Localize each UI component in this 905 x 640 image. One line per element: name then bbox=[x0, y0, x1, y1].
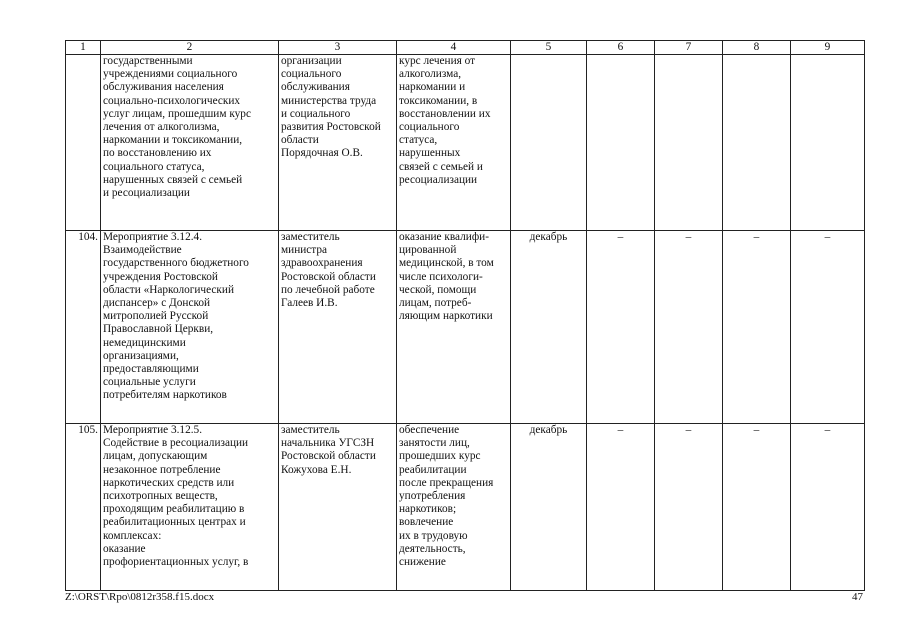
expected-result bbox=[397, 424, 511, 591]
page-number: 47 bbox=[852, 591, 863, 603]
expected-result bbox=[397, 55, 511, 231]
text-line: токсикомании, в bbox=[399, 94, 478, 107]
table-body bbox=[66, 41, 865, 591]
responsible-person bbox=[279, 231, 397, 424]
text-line: по лечебной работе bbox=[281, 283, 375, 296]
header-row bbox=[66, 41, 865, 55]
text-line: немедицинскими bbox=[103, 336, 186, 349]
text-line: Мероприятие 3.12.4. bbox=[103, 231, 203, 243]
value-cell bbox=[723, 55, 791, 231]
text-line: обслуживания bbox=[281, 81, 350, 94]
text-line: социальные услуги bbox=[103, 376, 196, 389]
text-line: реабилитационных центрах и bbox=[103, 516, 246, 529]
header-cell: 9 bbox=[791, 41, 865, 55]
text-line: Мероприятие 3.12.5. bbox=[103, 424, 203, 436]
value-cell bbox=[791, 55, 865, 231]
text-line: Содействие в ресоциализации bbox=[103, 437, 249, 450]
text-line: наркотиков; bbox=[399, 503, 457, 516]
deadline bbox=[511, 55, 587, 231]
expected-result bbox=[397, 231, 511, 424]
text-line: употребления bbox=[399, 490, 466, 503]
value-cell: – bbox=[655, 231, 723, 424]
text-line: ляющим наркотики bbox=[399, 310, 493, 323]
text-line: профориентационных услуг, в bbox=[103, 556, 249, 569]
text-line: статуса, bbox=[399, 134, 438, 147]
text-line: организациями, bbox=[103, 349, 179, 362]
text-line: реабилитации bbox=[399, 463, 467, 476]
value-cell: – bbox=[723, 424, 791, 591]
text-line: занятости лиц, bbox=[399, 437, 470, 450]
text-line: организации bbox=[281, 55, 342, 67]
text-line: комплексах: bbox=[103, 529, 162, 542]
text-line: диспансер» с Донской bbox=[103, 297, 211, 310]
text-line: оказание bbox=[103, 542, 146, 555]
value-cell: – bbox=[791, 424, 865, 591]
header-cell: 7 bbox=[655, 41, 723, 55]
text-line: их в трудовую bbox=[399, 529, 468, 542]
text-line: и социального bbox=[281, 107, 351, 120]
header-cell: 4 bbox=[397, 41, 511, 55]
measure-description bbox=[101, 424, 279, 591]
text-line: алкоголизма, bbox=[399, 68, 462, 81]
deadline: декабрь bbox=[511, 424, 587, 591]
text-line: снижение bbox=[399, 556, 446, 569]
text-line: нарушенных связей с семьей bbox=[103, 173, 243, 186]
value-cell: – bbox=[587, 424, 655, 591]
text-line: связей с семьей и bbox=[399, 160, 483, 173]
text-line: проходящим реабилитацию в bbox=[103, 503, 245, 516]
table-row bbox=[66, 55, 865, 231]
header-cell: 3 bbox=[279, 41, 397, 55]
table-row bbox=[66, 231, 865, 424]
text-line: государственного бюджетного bbox=[103, 257, 249, 270]
text-line: министра bbox=[281, 244, 328, 257]
text-line: психотропных веществ, bbox=[103, 490, 218, 503]
text-line: прошедших курс bbox=[399, 450, 481, 463]
text-line: обеспечение bbox=[399, 424, 460, 436]
row-number: 105. bbox=[66, 424, 101, 591]
text-line: деятельность, bbox=[399, 542, 466, 555]
text-line: вовлечение bbox=[399, 516, 454, 529]
measures-table bbox=[65, 40, 865, 591]
text-line: ческой, помощи bbox=[399, 283, 477, 296]
value-cell: – bbox=[723, 231, 791, 424]
text-line: Ростовской области bbox=[281, 450, 376, 463]
text-line: митрополией Русской bbox=[103, 310, 209, 323]
text-line: оказание квалифи- bbox=[399, 231, 489, 243]
text-line: области bbox=[281, 134, 319, 147]
text-line: Кожухова Е.Н. bbox=[281, 463, 352, 476]
text-line: развития Ростовской bbox=[281, 121, 381, 134]
text-line: Православной Церкви, bbox=[103, 323, 214, 336]
text-line: заместитель bbox=[281, 231, 340, 243]
text-line: заместитель bbox=[281, 424, 340, 436]
text-line: Ростовской области bbox=[281, 270, 376, 283]
text-line: области «Наркологический bbox=[103, 283, 235, 296]
measure-description bbox=[101, 55, 279, 231]
responsible-person bbox=[279, 55, 397, 231]
text-line: предоставляющими bbox=[103, 363, 199, 376]
value-cell: – bbox=[655, 424, 723, 591]
text-line: обслуживания населения bbox=[103, 81, 224, 94]
text-line: начальника УГСЗН bbox=[281, 437, 375, 450]
text-line: наркомании и токсикомании, bbox=[103, 134, 243, 147]
text-line: социального bbox=[281, 68, 342, 81]
text-line: наркомании и bbox=[399, 81, 466, 94]
text-line: здравоохранения bbox=[281, 257, 363, 270]
value-cell bbox=[655, 55, 723, 231]
header-cell: 5 bbox=[511, 41, 587, 55]
text-line: учреждениями социального bbox=[103, 68, 238, 81]
text-line: Взаимодействие bbox=[103, 244, 182, 257]
text-line: цированной bbox=[399, 244, 457, 257]
text-line: Галеев И.В. bbox=[281, 297, 338, 310]
text-line: министерства труда bbox=[281, 94, 377, 107]
text-line: лечения от алкоголизма, bbox=[103, 121, 220, 134]
table-row bbox=[66, 424, 865, 591]
text-line: медицинской, в том bbox=[399, 257, 494, 270]
document-path: Z:\ORST\Rpo\0812r358.f15.docx bbox=[65, 591, 215, 603]
text-line: социально-психологических bbox=[103, 94, 241, 107]
text-line: восстановлении их bbox=[399, 107, 491, 120]
header-cell: 8 bbox=[723, 41, 791, 55]
row-number: 104. bbox=[66, 231, 101, 424]
header-cell: 1 bbox=[66, 41, 101, 55]
text-line: социального статуса, bbox=[103, 160, 205, 173]
value-cell: – bbox=[587, 231, 655, 424]
value-cell: – bbox=[791, 231, 865, 424]
value-cell bbox=[587, 55, 655, 231]
text-line: числе психологи- bbox=[399, 270, 483, 283]
text-line: услуг лицам, прошедшим курс bbox=[103, 107, 251, 120]
text-line: лицам, допускающим bbox=[103, 450, 208, 463]
text-line: нарушенных bbox=[399, 147, 461, 160]
text-line: курс лечения от bbox=[399, 55, 476, 67]
text-line: учреждения Ростовской bbox=[103, 270, 218, 283]
text-line: после прекращения bbox=[399, 476, 494, 489]
deadline: декабрь bbox=[511, 231, 587, 424]
header-cell: 2 bbox=[101, 41, 279, 55]
row-number bbox=[66, 55, 101, 231]
text-line: наркотических средств или bbox=[103, 476, 235, 489]
text-line: государственными bbox=[103, 55, 193, 67]
text-line: по восстановлению их bbox=[103, 147, 212, 160]
text-line: Порядочная О.В. bbox=[281, 147, 363, 160]
text-line: и ресоциализации bbox=[103, 187, 190, 200]
header-cell: 6 bbox=[587, 41, 655, 55]
measure-description bbox=[101, 231, 279, 424]
text-line: ресоциализации bbox=[399, 173, 478, 186]
text-line: незаконное потребление bbox=[103, 463, 221, 476]
text-line: социального bbox=[399, 121, 460, 134]
text-line: лицам, потреб- bbox=[399, 297, 472, 310]
responsible-person bbox=[279, 424, 397, 591]
text-line: потребителям наркотиков bbox=[103, 389, 227, 402]
